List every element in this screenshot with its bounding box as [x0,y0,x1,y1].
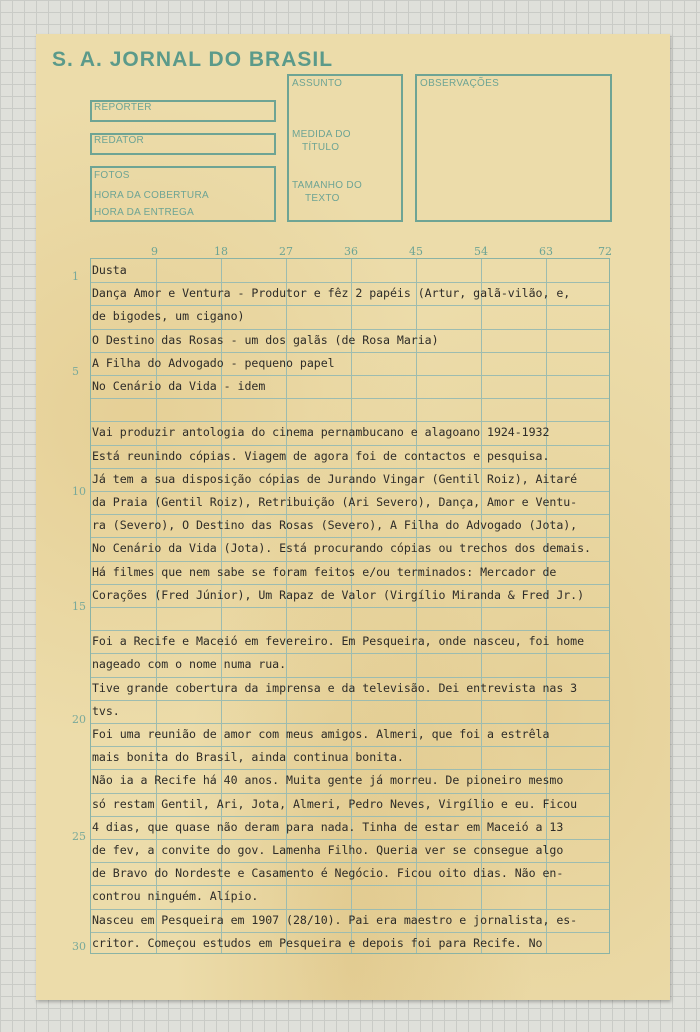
grid-row-line [91,653,609,654]
grid-row-line [91,491,609,492]
grid-row-line [91,769,609,770]
grid-row-line [91,352,609,353]
grid-row-line [91,537,609,538]
grid-row-line [91,561,609,562]
text-size-label-1: TAMANHO DO [292,180,363,191]
coverage-time-label: HORA DA COBERTURA [94,190,209,201]
grid-row-line [91,375,609,376]
ruler-mark: 54 [474,245,488,258]
typed-line: O Destino das Rosas - um dos galãs (de Rosa Maria) [92,332,439,347]
line-number: 30 [72,940,86,953]
typed-line: Está reunindo cópias. Viagem de agora foi de contactos e pesquisa. [92,448,550,463]
grid-row-line [91,700,609,701]
line-number: 1 [72,270,79,283]
grid-row-line [91,305,609,306]
line-number: 20 [72,713,86,726]
delivery-time-label: HORA DA ENTREGA [94,207,195,218]
line-number: 15 [72,600,86,613]
typed-line: Nasceu em Pesqueira em 1907 (28/10). Pai era maestro e jornalista, es- [92,912,578,927]
subject-label: ASSUNTO [292,78,343,89]
typed-line: Foi uma reunião de amor com meus amigos. Almeri, que foi a estrêla [92,727,550,741]
editor-label: REDATOR [94,135,145,146]
grid-row-line [91,839,609,840]
grid-row-line [91,630,609,631]
grid-row-line [91,398,609,399]
typed-line: 4 dias, que quase não deram para nada. Tinha de estar em Maceió a 13 [92,819,564,834]
observations-label: OBSERVAÇÕES [420,78,500,89]
grid-row-line [91,514,609,515]
typed-line: mais bonita do Brasil, ainda continua bonita. [92,750,404,765]
ruler-mark: 45 [409,245,423,258]
ruler-mark: 27 [279,245,293,258]
typed-line: Tive grande cobertura da imprensa e da televisão. Dei entrevista nas 3 [92,680,578,695]
typed-line: Há filmes que nem sabe se foram feitos e/ou terminados: Mercador de [92,564,557,579]
typed-line: Já tem a sua disposição cópias de Jurando Vingar (Gentil Roiz), Aitaré [92,471,578,486]
ruler-mark: 63 [539,245,553,258]
typed-line: de bigodes, um cigano) [92,309,245,324]
typed-line: só restam Gentil, Ari, Jota, Almeri, Pedro Neves, Virgílio e eu. Ficou [92,796,578,811]
typed-line: Dança Amor e Ventura - Produtor e fêz 2 papéis (Artur, galã-vilão, e, [92,286,571,301]
grid-row-line [91,746,609,747]
typed-line: de fev, a convite do gov. Lamenha Filho. Queria ver se consegue algo [92,843,564,857]
typed-line: nageado com o nome numa rua. [92,657,287,672]
typed-line: critor. Começou estudos em Pesqueira e depois foi para Recife. No [92,935,543,950]
typed-line: controu ninguém. Alípio. [92,889,259,904]
typed-line: de Bravo do Nordeste e Casamento é Negócio. Ficou oito dias. Não en- [92,866,564,881]
typed-line: da Praia (Gentil Roiz), Retribuição (Ari Severo), Dança, Amor e Ventu- [92,495,578,509]
grid-row-line [91,793,609,794]
grid-row-line [91,885,609,886]
typed-line: A Filha do Advogado - pequeno papel [92,355,335,370]
typed-line: No Cenário da Vida (Jota). Está procurando cópias ou trechos dos demais. [92,541,591,556]
grid-row-line [91,607,609,608]
typed-line: Não ia a Recife há 40 anos. Muita gente já morreu. De pioneiro mesmo [92,773,564,788]
grid-row-line [91,445,609,446]
grid-row-line [91,329,609,330]
typed-line: tvs. [92,703,120,718]
grid-row-line [91,584,609,585]
title-measure-label-2: TÍTULO [302,142,340,153]
typed-line: Corações (Fred Júnior), Um Rapaz de Valor (Virgílio Miranda & Fred Jr.) [92,587,585,602]
grid-row-line [91,282,609,283]
line-number: 5 [72,365,79,378]
typed-line: No Cenário da Vida - idem [92,379,266,393]
ruler-mark: 9 [151,245,158,258]
grid-row-line [91,677,609,678]
grid-row-line [91,723,609,724]
typed-line: ra (Severo), O Destino das Rosas (Severo), A Filha do Advogado (Jota), [92,518,578,533]
photos-label: FOTOS [94,170,130,181]
typed-line: Dusta [92,263,127,277]
typed-line: Vai produzir antologia do cinema pernambucano e alagoano 1924-1932 [92,425,550,440]
ruler-mark: 36 [344,245,358,258]
form-title: S. A. JORNAL DO BRASIL [52,48,334,71]
grid-row-line [91,909,609,910]
title-measure-label-1: MEDIDA DO [292,129,351,140]
ruler-mark: 72 [598,245,612,258]
reporter-label: REPÓRTER [94,102,152,113]
line-number: 10 [72,485,86,498]
grid-row-line [91,862,609,863]
typed-line: Foi a Recife e Maceió em fevereiro. Em Pesqueira, onde nasceu, foi home [92,634,585,649]
grid-row-line [91,932,609,933]
grid-row-line [91,421,609,422]
line-number: 25 [72,830,86,843]
text-size-label-2: TEXTO [305,193,340,204]
grid-row-line [91,468,609,469]
ruler-mark: 18 [214,245,228,258]
observations-box [415,74,612,222]
grid-row-line [91,816,609,817]
